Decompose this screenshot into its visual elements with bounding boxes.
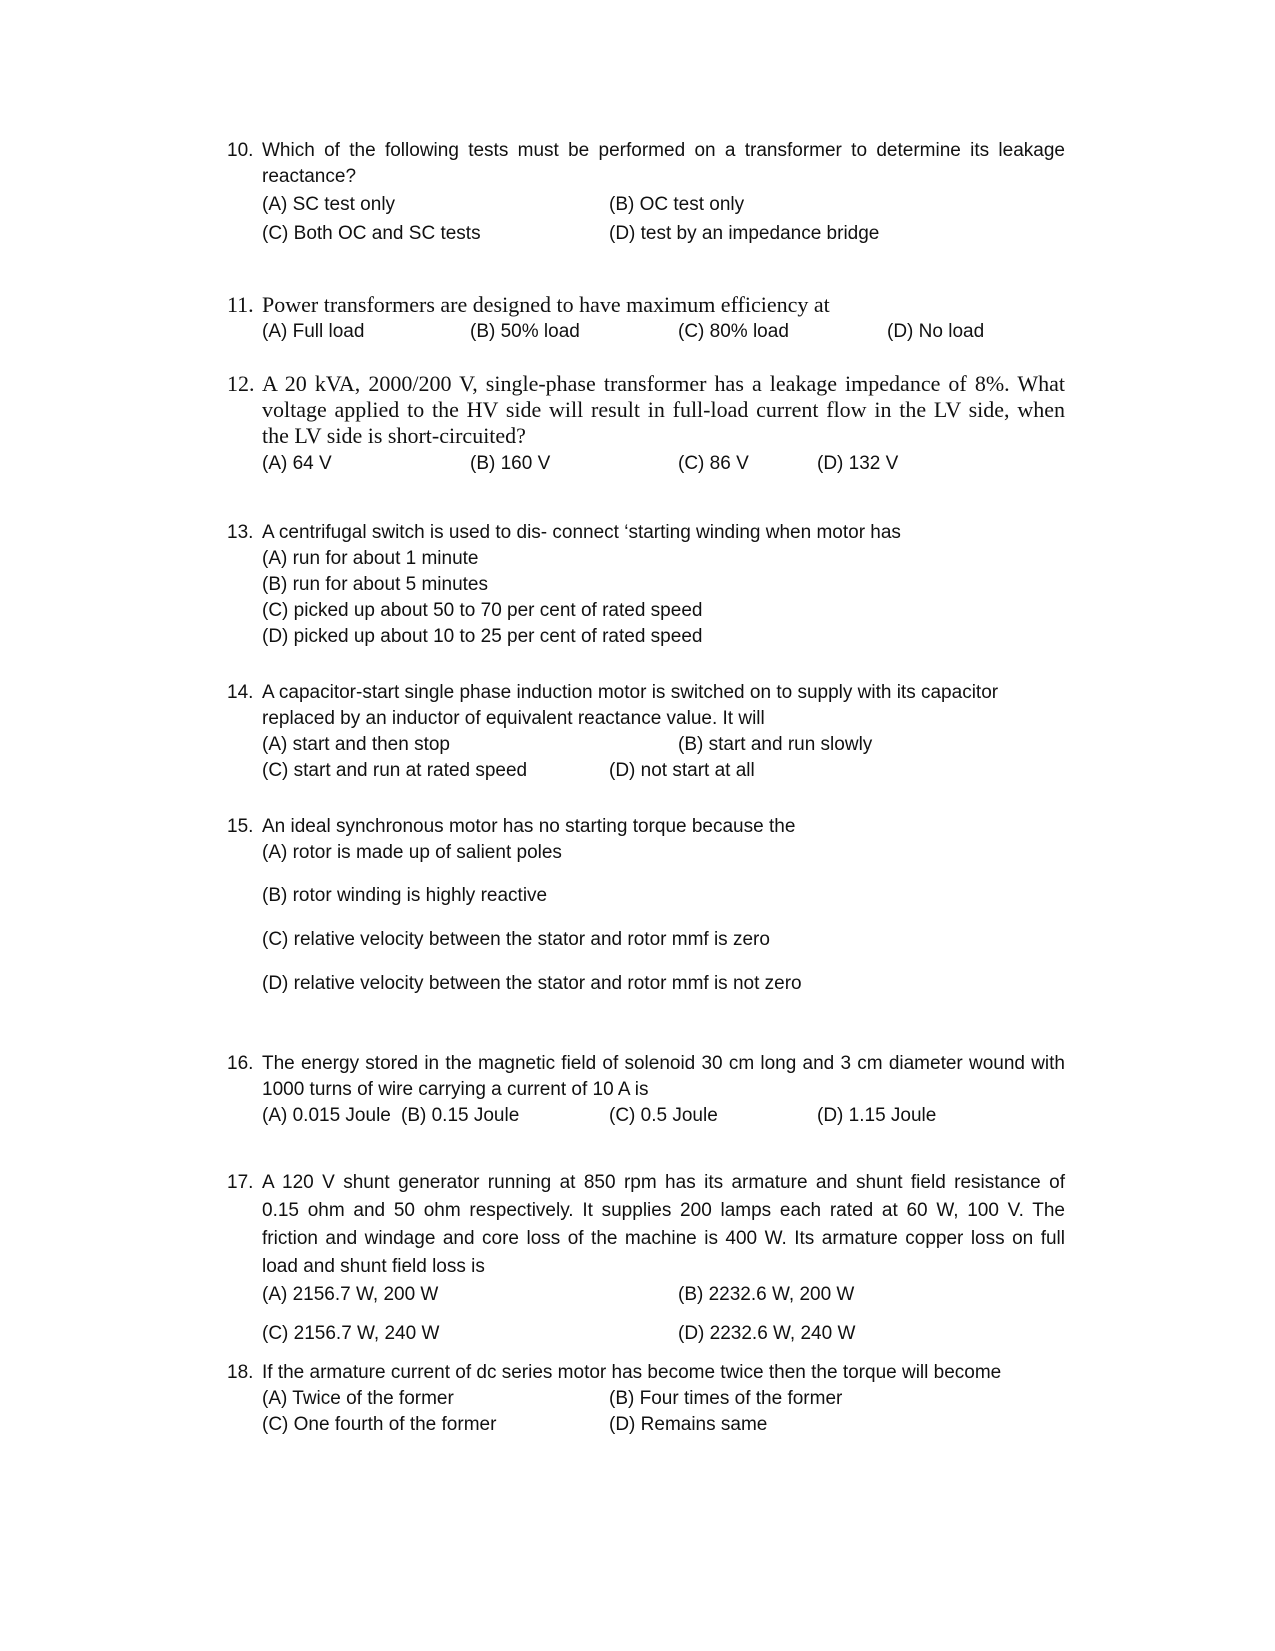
option-b: (B) 2232.6 W, 200 W: [678, 1284, 855, 1305]
option-b: (B) 160 V: [470, 453, 551, 474]
option-d: (D) 2232.6 W, 240 W: [678, 1323, 856, 1344]
option-a: (A) start and then stop: [262, 734, 450, 755]
option-c: (C) 80% load: [678, 321, 789, 342]
question-number: 16.: [227, 1053, 254, 1074]
option-d: (D) 1.15 Joule: [817, 1105, 937, 1126]
question-text-line: reactance?: [262, 166, 357, 187]
option-c: (C) start and run at rated speed: [262, 760, 528, 781]
option-a: (A) Twice of the former: [262, 1388, 454, 1409]
option-a: (A) SC test only: [262, 194, 396, 215]
option-b: (B) run for about 5 minutes: [262, 574, 488, 595]
option-d: (D) test by an impedance bridge: [609, 223, 880, 244]
question-text-line: A 120 V shunt generator running at 850 rpm has its armature and shunt field resistance of: [262, 1172, 1065, 1193]
option-c: (C) 86 V: [678, 453, 749, 474]
option-a: (A) 0.015 Joule: [262, 1105, 391, 1126]
question-text-line: If the armature current of dc series motor has become twice then the torque will become: [262, 1362, 1002, 1383]
option-d: (D) relative velocity between the stator and rotor mmf is not zero: [262, 973, 802, 994]
option-d: (D) Remains same: [609, 1414, 768, 1435]
question-text-line: A capacitor-start single phase induction motor is switched on to supply with its capacitor: [262, 682, 999, 703]
option-a: (A) run for about 1 minute: [262, 548, 479, 569]
option-c: (C) One fourth of the former: [262, 1414, 497, 1435]
question-text-line: replaced by an inductor of equivalent reactance value. It will: [262, 708, 765, 729]
question-number: 12.: [227, 371, 255, 396]
question-text-line: 1000 turns of wire carrying a current of 10 A is: [262, 1079, 649, 1100]
question-text-line: An ideal synchronous motor has no starting torque because the: [262, 816, 796, 837]
option-b: (B) 0.15 Joule: [401, 1105, 520, 1126]
option-c: (C) 2156.7 W, 240 W: [262, 1323, 440, 1344]
question-text-line: load and shunt field loss is: [262, 1256, 485, 1277]
question-number: 10.: [227, 140, 254, 161]
question-number: 18.: [227, 1362, 254, 1383]
option-b: (B) OC test only: [609, 194, 745, 215]
option-c: (C) Both OC and SC tests: [262, 223, 481, 244]
option-d: (D) picked up about 10 to 25 per cent of rated speed: [262, 626, 703, 647]
option-b: (B) start and run slowly: [678, 734, 873, 755]
question-text-line: Power transformers are designed to have maximum efficiency at: [262, 292, 830, 317]
question-text-line: A 20 kVA, 2000/200 V, single-phase transformer has a leakage impedance of 8%. What: [262, 371, 1065, 396]
option-b: (B) 50% load: [470, 321, 580, 342]
question-text-line: the LV side is short-circuited?: [262, 423, 526, 448]
question-text-line: voltage applied to the HV side will result in full-load current flow in the LV side, when: [262, 397, 1065, 422]
question-number: 11.: [227, 292, 254, 317]
option-b: (B) Four times of the former: [609, 1388, 843, 1409]
option-d: (D) No load: [887, 321, 985, 342]
option-a: (A) rotor is made up of salient poles: [262, 842, 562, 863]
question-text-line: 0.15 ohm and 50 ohm respectively. It supplies 200 lamps each rated at 60 W, 100 V. The: [262, 1200, 1065, 1221]
option-c: (C) relative velocity between the stator and rotor mmf is zero: [262, 929, 770, 950]
question-number: 14.: [227, 682, 254, 703]
question-number: 17.: [227, 1172, 254, 1193]
option-a: (A) 2156.7 W, 200 W: [262, 1284, 439, 1305]
option-a: (A) Full load: [262, 321, 365, 342]
question-text-line: The energy stored in the magnetic field of solenoid 30 cm long and 3 cm diameter wound with: [262, 1053, 1065, 1074]
question-number: 13.: [227, 522, 254, 543]
option-c: (C) picked up about 50 to 70 per cent of rated speed: [262, 600, 703, 621]
option-a: (A) 64 V: [262, 453, 332, 474]
option-d: (D) not start at all: [609, 760, 755, 781]
option-b: (B) rotor winding is highly reactive: [262, 885, 548, 906]
question-text-line: friction and windage and core loss of the machine is 400 W. Its armature copper loss on full: [262, 1228, 1065, 1249]
question-text-line: Which of the following tests must be performed on a transformer to determine its leakage: [262, 140, 1065, 161]
question-text-line: A centrifugal switch is used to dis- connect ‘starting winding when motor has: [262, 522, 901, 543]
option-c: (C) 0.5 Joule: [609, 1105, 718, 1126]
question-number: 15.: [227, 816, 254, 837]
option-d: (D) 132 V: [817, 453, 899, 474]
